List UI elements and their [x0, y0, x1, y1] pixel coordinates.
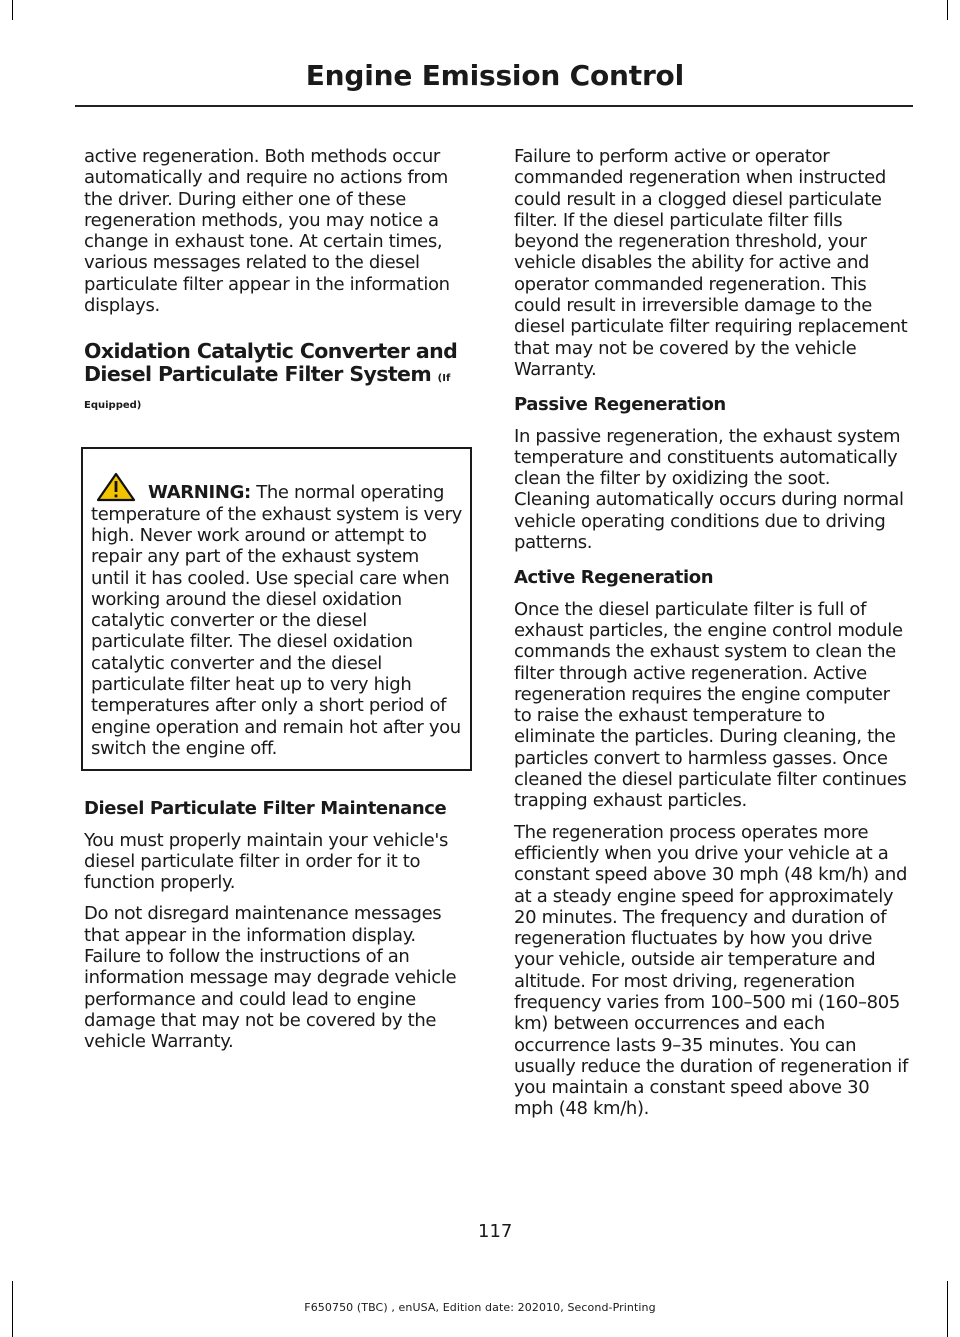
- left-column: [84, 146, 474, 1063]
- section-heading-qualifier: (If Equipped): [84, 373, 451, 412]
- header-divider: [75, 105, 913, 107]
- warning-text: The normal operating temperature of the exhaust system is very high. Never work around or attempt to repair any part of the exhaust system until it has cooled. Use special care when working around the diesel oxidation catalytic converter or the diesel particulate filter. The diesel oxidation catalytic converter and the diesel particulate filter heat up to very high temperatures after only a short period of engine operation and remain hot after you switch the engine off.: [91, 482, 462, 759]
- passive-regeneration-paragraph: In passive regeneration, the exhaust system temperature and constituents automatically clean the filter by oxidizing the soot. Cleaning automatically occurs during normal vehicle operating conditions due to driving patterns.: [514, 425, 904, 554]
- maintenance-heading: Diesel Particulate Filter Maintenance: [84, 798, 447, 820]
- active-regeneration-paragraph-1: Once the diesel particulate filter is full of exhaust particles, the engine control module commands the exhaust system to clean the filter through active regeneration. Active regeneration requires the engine computer to raise the exhaust temperature to eliminate the particles. During cleaning, the particles convert to harmless gasses. Once cleaned the diesel particulate filter continues trapping exhaust particles.: [514, 598, 907, 812]
- maintenance-paragraph-2: Do not disregard maintenance messages that appear in the information display. Failure to follow the instructions of an information message may degrade vehicle performance and could lead to engine damage that may not be covered by the vehicle Warranty.: [84, 903, 457, 1053]
- active-regeneration-paragraph-2: The regeneration process operates more efficiently when you drive your vehicle at a constant speed above 30 mph (48 km/h) and at a steady engine speed for approximately 20 minutes. The frequency and duration of regeneration fluctuates by how you drive your vehicle, outside air temperature and altitude. For most driving, regeneration frequency varies from 100–500 mi (160–805 km) between occurrences and each occurrence lasts 9–35 minutes. You can usually reduce the duration of regeneration if you maintain a constant speed above 30 mph (48 km/h).: [514, 821, 908, 1120]
- passive-regeneration-heading: Passive Regeneration: [514, 394, 726, 416]
- active-regeneration-heading: Active Regeneration: [514, 567, 714, 589]
- left-intro-paragraph: active regeneration. Both methods occur automatically and require no actions from the driver. During either one of these regeneration methods, you may notice a change in exhaust tone. At certain times, various messages related to the diesel particulate filter appear in the information displays.: [84, 146, 450, 317]
- warning-label: WARNING:: [148, 482, 251, 504]
- page-header-title: Engine Emission Control: [305, 59, 684, 92]
- warning-box: [81, 447, 472, 771]
- right-column: [514, 146, 908, 1130]
- crop-mark-top-left: [12, 0, 13, 20]
- page-number: 117: [478, 1221, 513, 1242]
- section-heading: [84, 340, 474, 417]
- footer-edition-text: F650750 (TBC) , enUSA, Edition date: 202010, Second-Printing: [304, 1301, 656, 1314]
- maintenance-paragraph-1: You must properly maintain your vehicle's diesel particulate filter in order for it to function properly.: [84, 829, 449, 894]
- section-heading-text: Oxidation Catalytic Converter and Diesel Particulate Filter System: [84, 339, 458, 387]
- warning-triangle-icon: [96, 472, 136, 502]
- crop-mark-top-right: [947, 0, 948, 20]
- right-intro-paragraph: Failure to perform active or operator commanded regeneration when instructed could result in a clogged diesel particulate filter. If the diesel particulate filter fills beyond the regeneration threshold, your vehicle disables the ability for active and operator commanded regeneration. This could result in irreversible damage to the diesel particulate filter requiring replacement that may not be covered by the vehicle Warranty.: [514, 146, 908, 380]
